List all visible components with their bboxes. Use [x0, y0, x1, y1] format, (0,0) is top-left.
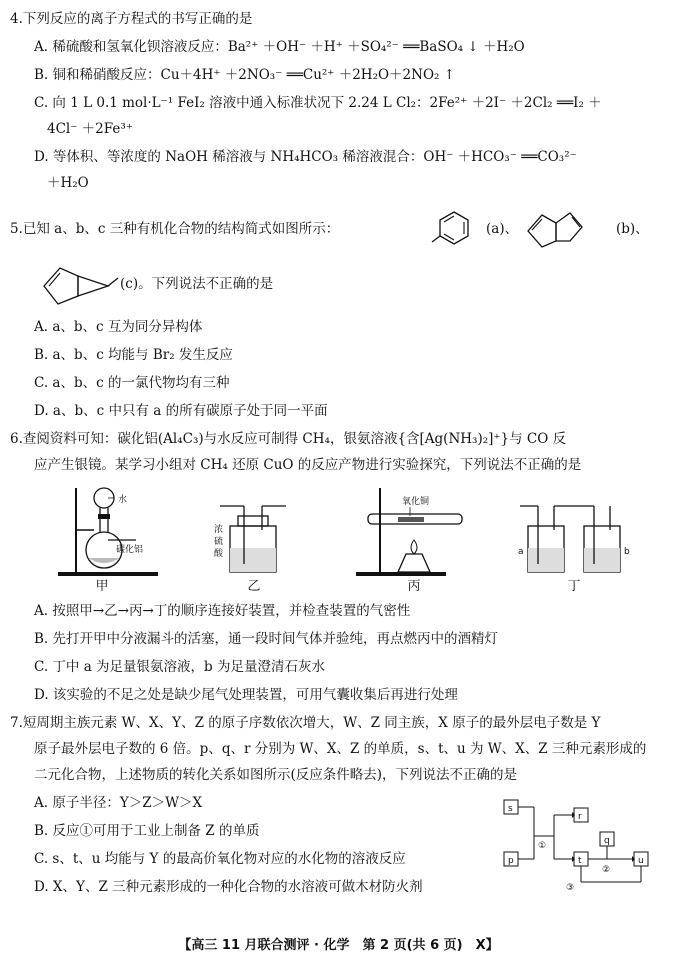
- structure-c-bicyclic: [38, 260, 122, 310]
- apparatus-bing: [356, 488, 462, 594]
- structure-b-spiro-diene: [522, 207, 612, 251]
- label-a: a: [518, 547, 524, 557]
- q4-option-d-cont: ＋H₂O: [47, 175, 89, 191]
- label-aluminum-carbide: 碳化铝: [116, 545, 144, 555]
- reaction-1: ①: [538, 841, 547, 851]
- q5-option-c: C. a、b、c 的一氯代物均有三种: [34, 375, 230, 391]
- reaction-3: ③: [566, 883, 575, 893]
- node-p: p: [508, 856, 514, 866]
- apparatus-ding: [518, 506, 630, 594]
- label-conc-2: 硫: [214, 537, 224, 547]
- q4-option-b: B. 铜和稀硝酸反应：Cu＋4H⁺ ＋2NO₃⁻ ══Cu²⁺ ＋2H₂O＋2NO₂ ↑: [34, 67, 456, 83]
- q6-option-d: D. 该实验的不足之处是缺少尾气处理装置，可用气囊收集后再进行处理: [34, 687, 458, 703]
- structure-a-toluene: [430, 206, 478, 252]
- q4-option-c: C. 向 1 L 0.1 mol·L⁻¹ FeI₂ 溶液中通入标准状况下 2.24 L Cl₂：2Fe²⁺ ＋2I⁻ ＋2Cl₂ ══I₂ ＋: [34, 95, 602, 111]
- q6-option-a: A. 按照甲→乙→丙→丁的顺序连接好装置，并检查装置的气密性: [34, 603, 411, 619]
- q7-option-d: D. X、Y、Z 三种元素形成的一种化合物的水溶液可做木材防火剂: [34, 879, 423, 895]
- label-conc-1: 浓: [214, 525, 224, 535]
- label-copper-oxide: 氧化铜: [402, 497, 430, 507]
- reaction-2: ②: [602, 865, 611, 875]
- node-s: s: [508, 804, 513, 814]
- caption-jia: 甲: [95, 579, 109, 594]
- q6-option-c: C. 丁中 a 为足量银氨溶液，b 为足量澄清石灰水: [34, 659, 325, 675]
- q5-option-b: B. a、b、c 均能与 Br₂ 发生反应: [34, 347, 233, 363]
- q5-option-d: D. a、b、c 中只有 a 的所有碳原子处于同一平面: [34, 403, 328, 419]
- label-b: b: [624, 547, 630, 557]
- node-u: u: [638, 856, 644, 866]
- q4-option-a: A. 稀硫酸和氢氧化钡溶液反应：Ba²⁺ ＋OH⁻ ＋H⁺ ＋SO₄²⁻ ══BaSO₄ ↓ ＋H₂O: [34, 39, 525, 55]
- q6-option-b: B. 先打开甲中分液漏斗的活塞，通一段时间气体并验纯，再点燃丙中的酒精灯: [34, 631, 499, 647]
- label-water: 水: [118, 495, 128, 505]
- apparatus-jia: [58, 488, 158, 594]
- q7-stem-cont-1: 原子最外层电子数的 6 倍。p、q、r 分别为 W、X、Z 的单质，s、t、u 为 W、X、Z 三种元素形成的: [34, 741, 647, 757]
- page-footer: 【高三 11 月联合测评 · 化学 第 2 页(共 6 页) X】: [178, 938, 499, 953]
- q5-option-a: A. a、b、c 互为同分异构体: [34, 319, 203, 335]
- node-q: q: [604, 836, 610, 846]
- node-t: t: [578, 856, 582, 866]
- q7-stem: 7.短周期主族元素 W、X、Y、Z 的原子序数依次增大，W、Z 同主族，X 原子的最外层电子数是 Y: [10, 715, 601, 731]
- apparatus-yi: [214, 506, 286, 594]
- q7-option-b: B. 反应①可用于工业上制备 Z 的单质: [34, 823, 260, 839]
- q7-stem-cont-2: 二元化合物，上述物质的转化关系如图所示(反应条件略去)，下列说法不正确的是: [34, 767, 518, 783]
- q4-stem: 4.下列反应的离子方程式的书写正确的是: [10, 11, 253, 27]
- label-a: (a)、: [486, 221, 519, 237]
- q4-option-d: D. 等体积、等浓度的 NaOH 稀溶液与 NH₄HCO₃ 稀溶液混合：OH⁻ ＋HCO₃⁻ ══CO₃²⁻: [34, 149, 577, 165]
- q5-stem-cont: (c)。下列说法不正确的是: [120, 276, 274, 292]
- label-conc-3: 酸: [214, 549, 224, 559]
- node-r: r: [578, 812, 582, 822]
- q7-option-c: C. s、t、u 均能与 Y 的最高价氧化物对应的水化物的溶液反应: [34, 851, 406, 867]
- q5-stem: 5.已知 a、b、c 三种有机化合物的结构简式如图所示：: [10, 221, 340, 237]
- q6-apparatus-figure: [50, 478, 640, 596]
- caption-ding: 丁: [567, 579, 581, 594]
- q6-stem-cont: 应产生银镜。某学习小组对 CH₄ 还原 CuO 的反应产物进行实验探究，下列说法不正确的是: [34, 457, 582, 473]
- caption-bing: 丙: [407, 579, 421, 594]
- q4-option-c-cont: 4Cl⁻ ＋2Fe³⁺: [47, 121, 133, 137]
- caption-yi: 乙: [247, 579, 261, 594]
- q7-option-a: A. 原子半径：Y＞Z＞W＞X: [34, 795, 203, 811]
- q6-stem: 6.查阅资料可知：碳化铝(Al₄C₃)与水反应可制得 CH₄，银氨溶液{含[Ag(NH₃)₂]⁺}与 CO 反: [10, 431, 567, 447]
- label-b: (b)、: [616, 221, 649, 237]
- q7-reaction-scheme: [498, 796, 668, 896]
